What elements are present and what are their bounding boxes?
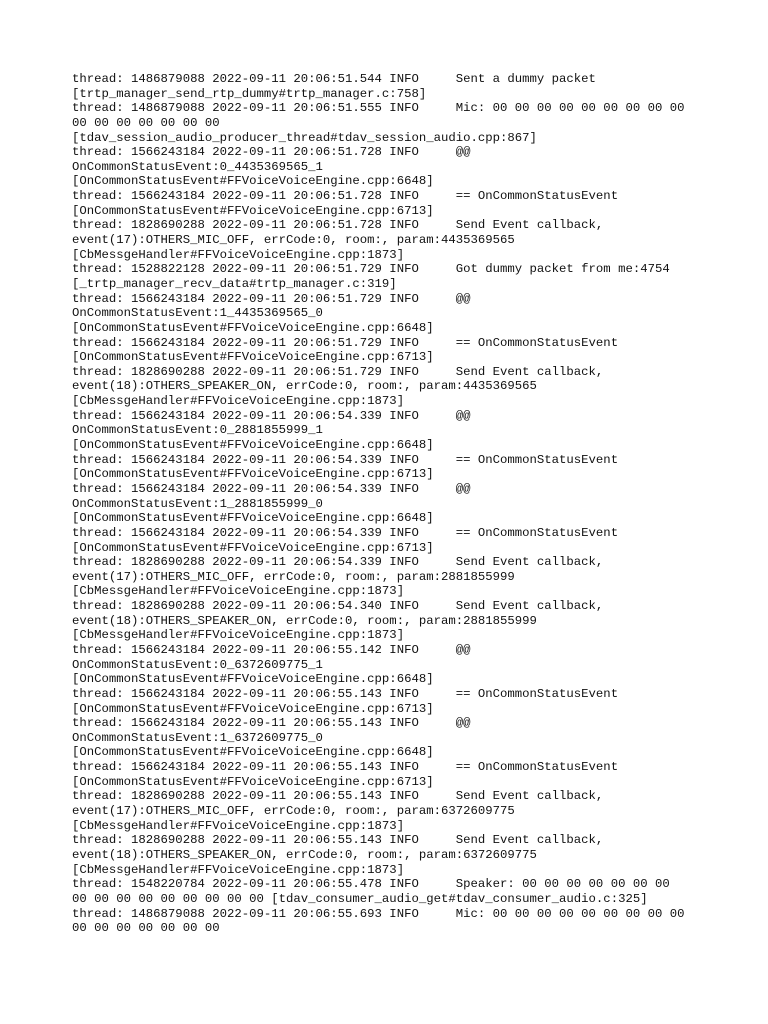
log-line: thread: 1566243184 2022-09-11 20:06:55.143 INFO == OnCommonStatusEvent [72, 760, 619, 775]
log-line: event(17):OTHERS_MIC_OFF, errCode:0, room:, param:4435369565 [72, 233, 515, 248]
log-line: thread: 1548220784 2022-09-11 20:06:55.478 INFO Speaker: 00 00 00 00 00 00 00 [72, 877, 670, 892]
log-line: [OnCommonStatusEvent#FFVoiceVoiceEngine.cpp:6648] [72, 320, 434, 335]
log-line: thread: 1566243184 2022-09-11 20:06:55.142 INFO @@ [72, 642, 471, 657]
log-line: [OnCommonStatusEvent#FFVoiceVoiceEngine.cpp:6713] [72, 774, 434, 789]
log-line: thread: 1566243184 2022-09-11 20:06:51.729 INFO == OnCommonStatusEvent [72, 335, 619, 350]
log-line: thread: 1566243184 2022-09-11 20:06:51.728 INFO @@ [72, 145, 471, 160]
log-line: 00 00 00 00 00 00 00 [72, 921, 220, 936]
log-line: OnCommonStatusEvent:1_4435369565_0 [72, 306, 323, 321]
log-line: thread: 1828690288 2022-09-11 20:06:54.339 INFO Send Event callback, [72, 555, 604, 570]
log-line: 00 00 00 00 00 00 00 00 00 [tdav_consumer_audio_get#tdav_consumer_audio.c:325] [72, 891, 648, 906]
log-line: OnCommonStatusEvent:0_2881855999_1 [72, 423, 323, 438]
log-line: [OnCommonStatusEvent#FFVoiceVoiceEngine.cpp:6648] [72, 672, 434, 687]
log-line: [CbMessgeHandler#FFVoiceVoiceEngine.cpp:1873] [72, 628, 405, 643]
log-line: [tdav_session_audio_producer_thread#tdav_session_audio.cpp:867] [72, 130, 537, 145]
log-line: OnCommonStatusEvent:0_4435369565_1 [72, 159, 323, 174]
log-line: OnCommonStatusEvent:1_6372609775_0 [72, 730, 323, 745]
log-line: thread: 1566243184 2022-09-11 20:06:51.728 INFO == OnCommonStatusEvent [72, 189, 619, 204]
log-line: 00 00 00 00 00 00 00 [72, 115, 220, 130]
log-line: thread: 1566243184 2022-09-11 20:06:55.143 INFO @@ [72, 716, 471, 731]
log-line: [OnCommonStatusEvent#FFVoiceVoiceEngine.cpp:6648] [72, 438, 434, 453]
log-line: OnCommonStatusEvent:1_2881855999_0 [72, 496, 323, 511]
log-line: [CbMessgeHandler#FFVoiceVoiceEngine.cpp:1873] [72, 818, 405, 833]
log-line: [CbMessgeHandler#FFVoiceVoiceEngine.cpp:1873] [72, 862, 405, 877]
log-line: [OnCommonStatusEvent#FFVoiceVoiceEngine.cpp:6648] [72, 174, 434, 189]
log-line: [OnCommonStatusEvent#FFVoiceVoiceEngine.cpp:6648] [72, 511, 434, 526]
log-line: [CbMessgeHandler#FFVoiceVoiceEngine.cpp:1873] [72, 584, 405, 599]
log-line: thread: 1828690288 2022-09-11 20:06:51.728 INFO Send Event callback, [72, 218, 604, 233]
log-line: event(17):OTHERS_MIC_OFF, errCode:0, room:, param:2881855999 [72, 569, 515, 584]
log-line: event(18):OTHERS_SPEAKER_ON, errCode:0, room:, param:4435369565 [72, 379, 537, 394]
log-line: OnCommonStatusEvent:0_6372609775_1 [72, 657, 323, 672]
log-line: thread: 1828690288 2022-09-11 20:06:55.143 INFO Send Event callback, [72, 833, 604, 848]
log-line: event(18):OTHERS_SPEAKER_ON, errCode:0, room:, param:6372609775 [72, 847, 537, 862]
log-line: thread: 1828690288 2022-09-11 20:06:55.143 INFO Send Event callback, [72, 789, 604, 804]
log-line: [OnCommonStatusEvent#FFVoiceVoiceEngine.cpp:6713] [72, 540, 434, 555]
log-line: [trtp_manager_send_rtp_dummy#trtp_manager.c:758] [72, 86, 427, 101]
log-line: [OnCommonStatusEvent#FFVoiceVoiceEngine.cpp:6713] [72, 203, 434, 218]
log-line: thread: 1528822128 2022-09-11 20:06:51.729 INFO Got dummy packet from me:4754 [72, 262, 670, 277]
log-line: [OnCommonStatusEvent#FFVoiceVoiceEngine.cpp:6713] [72, 701, 434, 716]
log-line: thread: 1486879088 2022-09-11 20:06:55.693 INFO Mic: 00 00 00 00 00 00 00 00 00 [72, 906, 685, 921]
log-line: thread: 1486879088 2022-09-11 20:06:51.544 INFO Sent a dummy packet [72, 72, 596, 86]
log-line: event(18):OTHERS_SPEAKER_ON, errCode:0, room:, param:2881855999 [72, 613, 537, 628]
log-line: [OnCommonStatusEvent#FFVoiceVoiceEngine.cpp:6713] [72, 350, 434, 365]
log-line: thread: 1486879088 2022-09-11 20:06:51.555 INFO Mic: 00 00 00 00 00 00 00 00 00 [72, 101, 685, 116]
log-line: thread: 1828690288 2022-09-11 20:06:51.729 INFO Send Event callback, [72, 364, 604, 379]
log-line: thread: 1828690288 2022-09-11 20:06:54.340 INFO Send Event callback, [72, 599, 604, 614]
log-line: thread: 1566243184 2022-09-11 20:06:54.339 INFO == OnCommonStatusEvent [72, 525, 619, 540]
log-line: [CbMessgeHandler#FFVoiceVoiceEngine.cpp:1873] [72, 247, 405, 262]
log-line: [OnCommonStatusEvent#FFVoiceVoiceEngine.cpp:6648] [72, 745, 434, 760]
log-line: [_trtp_manager_recv_data#trtp_manager.c:319] [72, 276, 397, 291]
log-line: [OnCommonStatusEvent#FFVoiceVoiceEngine.cpp:6713] [72, 467, 434, 482]
log-line: thread: 1566243184 2022-09-11 20:06:54.339 INFO @@ [72, 408, 471, 423]
log-line: thread: 1566243184 2022-09-11 20:06:54.339 INFO == OnCommonStatusEvent [72, 452, 619, 467]
log-line: event(17):OTHERS_MIC_OFF, errCode:0, room:, param:6372609775 [72, 804, 515, 819]
log-line: thread: 1566243184 2022-09-11 20:06:54.339 INFO @@ [72, 481, 471, 496]
log-line: thread: 1566243184 2022-09-11 20:06:51.729 INFO @@ [72, 291, 471, 306]
log-line: [CbMessgeHandler#FFVoiceVoiceEngine.cpp:1873] [72, 394, 405, 409]
log-line: thread: 1566243184 2022-09-11 20:06:55.143 INFO == OnCommonStatusEvent [72, 686, 619, 701]
log-text-block [72, 72, 712, 936]
